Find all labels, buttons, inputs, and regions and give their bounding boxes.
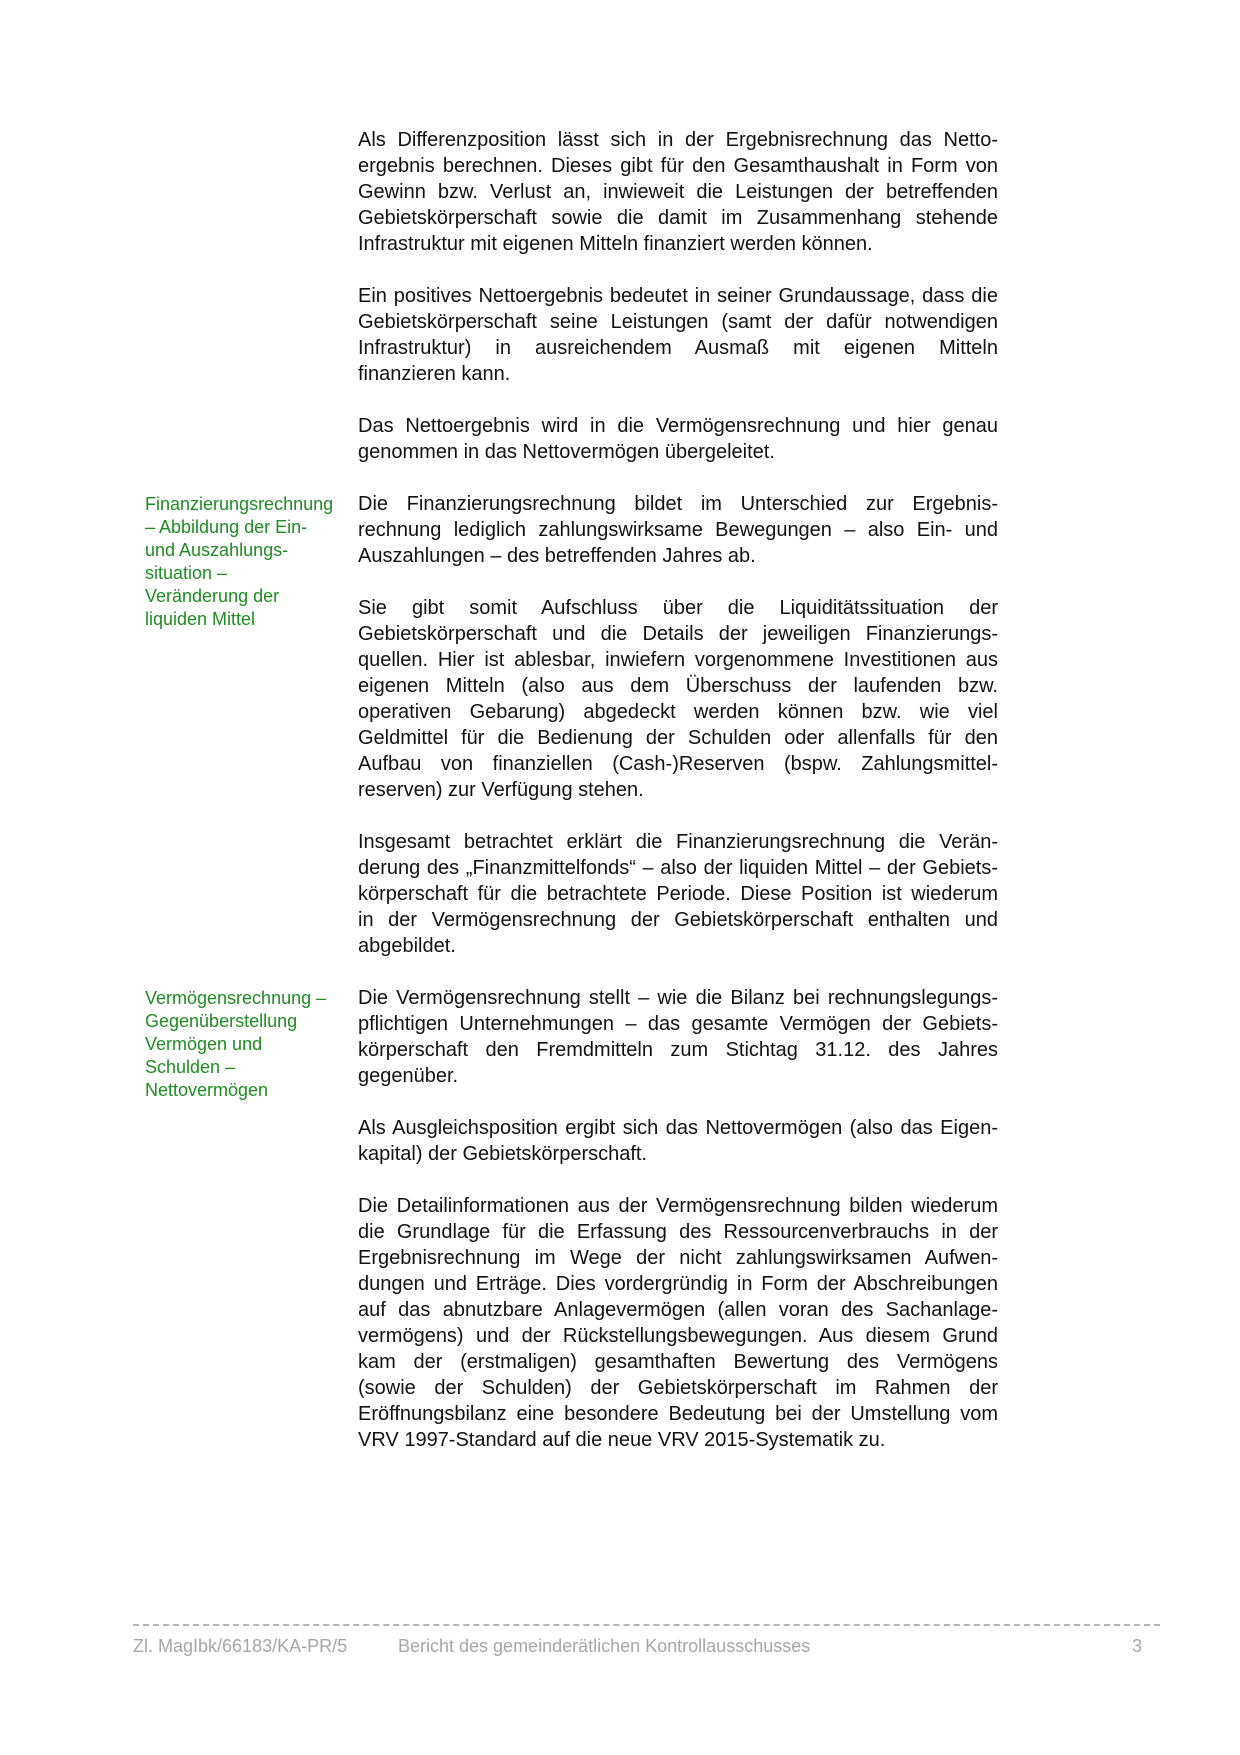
- paragraph-line: Ergebnisrechnung im Wege der nicht zahlungswirksamen Aufwen-: [358, 1247, 998, 1269]
- paragraph-line: pflichtigen Unternehmungen – das gesamte Vermögen der Gebiets-: [358, 1013, 998, 1035]
- paragraph: [358, 829, 998, 959]
- paragraph-line: Gebietskörperschaft sowie die damit im Zusammenhang stehende: [358, 207, 998, 229]
- paragraph: [358, 413, 998, 465]
- page-footer: [133, 1624, 1160, 1657]
- paragraph: [358, 595, 998, 803]
- paragraph-line: Die Detailinformationen aus der Vermögensrechnung bilden wiederum: [358, 1195, 998, 1217]
- paragraph-line: Auszahlungen – des betreffenden Jahres ab.: [358, 545, 756, 567]
- paragraph-line: rechnung lediglich zahlungswirksame Bewegungen – also Ein- und: [358, 519, 998, 541]
- paragraph: [358, 1115, 998, 1167]
- margin-label-line: Finanzierungsrechnung: [145, 494, 334, 514]
- paragraph-line: Eröffnungsbilanz eine besondere Bedeutung bei der Umstellung vom: [358, 1403, 998, 1425]
- paragraph-line: Infrastruktur mit eigenen Mitteln finanziert werden können.: [358, 233, 873, 255]
- paragraph-line: kapital) der Gebietskörperschaft.: [358, 1143, 648, 1165]
- paragraph-line: die Grundlage für die Erfassung des Ressourcenverbrauchs in der: [358, 1221, 998, 1243]
- margin-label-line: situation –: [145, 563, 228, 583]
- paragraph-line: dungen und Erträge. Dies vordergründig in Form der Abschreibungen: [358, 1273, 998, 1295]
- paragraph: [358, 491, 998, 569]
- paragraph-line: auf das abnutzbare Anlagevermögen (allen voran des Sachanlage-: [358, 1299, 998, 1321]
- margin-label-line: Schulden –: [145, 1057, 236, 1077]
- margin-label: [145, 491, 358, 631]
- paragraph-line: derung des „Finanzmittelfonds“ – also der liquiden Mittel – der Gebiets-: [358, 857, 998, 879]
- margin-label-line: Veränderung der: [145, 586, 280, 606]
- margin-label-line: liquiden Mittel: [145, 609, 256, 629]
- margin-label-line: Vermögensrechnung –: [145, 988, 327, 1008]
- paragraph: [358, 1193, 998, 1453]
- paragraph-line: Die Finanzierungsrechnung bildet im Unterschied zur Ergebnis-: [358, 493, 998, 515]
- paragraph-line: Gebietskörperschaft und die Details der jeweiligen Finanzierungs-: [358, 623, 998, 645]
- content-sections: [145, 127, 998, 1479]
- margin-label-line: Gegenüberstellung: [145, 1011, 298, 1031]
- paragraph: [358, 127, 998, 257]
- margin-label-line: Nettovermögen: [145, 1080, 269, 1100]
- section-paragraphs: [358, 491, 998, 985]
- paragraph-line: reserven) zur Verfügung stehen.: [358, 779, 644, 801]
- paragraph-line: Ein positives Nettoergebnis bedeutet in seiner Grundaussage, dass die: [358, 285, 998, 307]
- paragraph-line: vermögens) und der Rückstellungsbewegungen. Aus diesem Grund: [358, 1325, 998, 1347]
- footer-document-title: Bericht des gemeinderätlichen Kontrollausschusses: [398, 1636, 811, 1656]
- section: [145, 985, 998, 1479]
- paragraph-line: Geldmittel für die Bedienung der Schulden oder allenfalls für den: [358, 727, 998, 749]
- section: [145, 491, 998, 985]
- margin-label-line: Vermögen und: [145, 1034, 263, 1054]
- paragraph-line: ergebnis berechnen. Dieses gibt für den Gesamthaushalt in Form von: [358, 155, 998, 177]
- paragraph-line: Als Ausgleichsposition ergibt sich das Nettovermögen (also das Eigen-: [358, 1117, 998, 1139]
- paragraph-line: körperschaft für die betrachtete Periode. Diese Position ist wiederum: [358, 883, 998, 905]
- paragraph-line: Das Nettoergebnis wird in die Vermögensrechnung und hier genau: [358, 415, 998, 437]
- paragraph-line: quellen. Hier ist ablesbar, inwiefern vorgenommene Investitionen aus: [358, 649, 998, 671]
- paragraph: [358, 985, 998, 1089]
- paragraph-line: eigenen Mitteln (also aus dem Überschuss der laufenden bzw.: [358, 675, 998, 697]
- paragraph-line: abgebildet.: [358, 935, 456, 957]
- margin-label-line: und Auszahlungs-: [145, 540, 289, 560]
- margin-label-line: – Abbildung der Ein-: [145, 517, 308, 537]
- section-paragraphs: [358, 985, 998, 1479]
- paragraph-line: Insgesamt betrachtet erklärt die Finanzierungsrechnung die Verän-: [358, 831, 998, 853]
- section-paragraphs: [358, 127, 998, 491]
- margin-label: [145, 127, 358, 129]
- paragraph: [358, 283, 998, 387]
- paragraph-line: finanzieren kann.: [358, 363, 511, 385]
- paragraph-line: Die Vermögensrechnung stellt – wie die Bilanz bei rechnungslegungs-: [358, 987, 998, 1009]
- paragraph-line: kam der (erstmaligen) gesamthaften Bewertung des Vermögens: [358, 1351, 998, 1373]
- paragraph-line: gegenüber.: [358, 1065, 459, 1087]
- paragraph-line: körperschaft den Fremdmitteln zum Stichtag 31.12. des Jahres: [358, 1039, 998, 1061]
- paragraph-line: Als Differenzposition lässt sich in der Ergebnisrechnung das Netto-: [358, 129, 998, 151]
- paragraph-line: genommen in das Nettovermögen übergeleitet.: [358, 441, 775, 463]
- paragraph-line: in der Vermögensrechnung der Gebietskörperschaft enthalten und: [358, 909, 998, 931]
- paragraph-line: Gewinn bzw. Verlust an, inwieweit die Leistungen der betreffenden: [358, 181, 998, 203]
- paragraph-line: (sowie der Schulden) der Gebietskörperschaft im Rahmen der: [358, 1377, 998, 1399]
- paragraph-line: Sie gibt somit Aufschluss über die Liquiditätssituation der: [358, 597, 998, 619]
- paragraph-line: operativen Gebarung) abgedeckt werden können bzw. wie viel: [358, 701, 998, 723]
- section: [145, 127, 998, 491]
- paragraph-line: Aufbau von finanziellen (Cash-)Reserven (bspw. Zahlungsmittel-: [358, 753, 998, 775]
- footer-page-number: 3: [1131, 1636, 1142, 1656]
- paragraph-line: Infrastruktur) in ausreichendem Ausmaß mit eigenen Mitteln: [358, 337, 998, 359]
- margin-label: [145, 985, 358, 1102]
- footer-reference: Zl. MagIbk/66183/KA-PR/5: [133, 1636, 348, 1656]
- paragraph-line: Gebietskörperschaft seine Leistungen (samt der dafür notwendigen: [358, 311, 998, 333]
- paragraph-line: VRV 1997-Standard auf die neue VRV 2015-Systematik zu.: [358, 1429, 886, 1451]
